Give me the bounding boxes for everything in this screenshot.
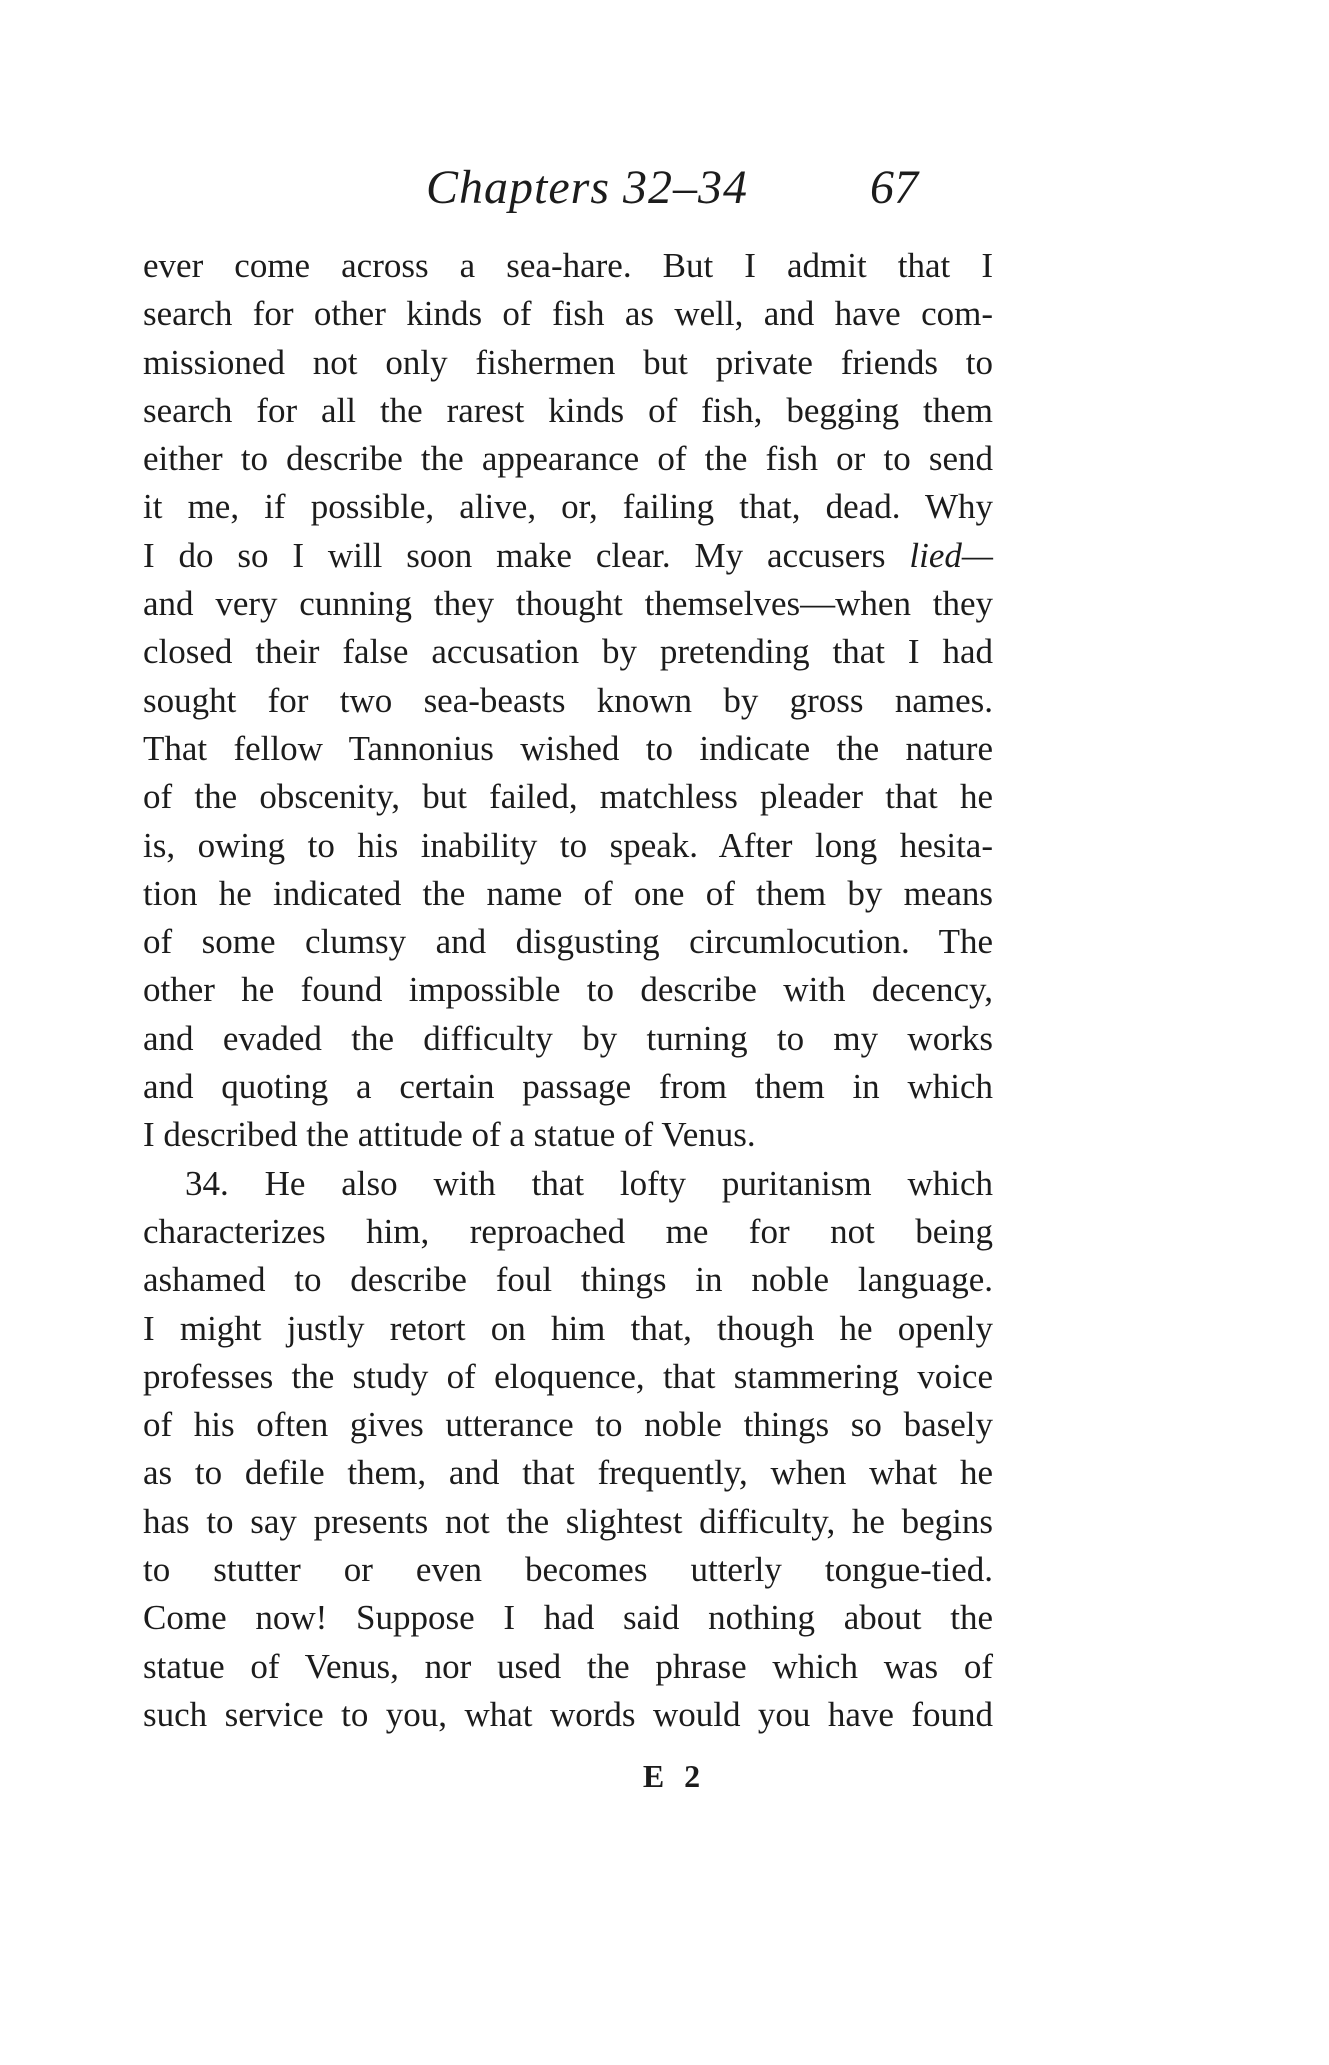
section-start-line: 34. He also with that lofty puritanism which [185, 1163, 993, 1203]
text-line: Come now! Suppose I had said nothing about the [143, 1598, 993, 1638]
text-line: and evaded the difficulty by turning to my works [143, 1018, 993, 1058]
text-line: closed their false accusation by pretending that I had [143, 632, 993, 672]
text-line: missioned not only fishermen but private friends to [143, 342, 993, 382]
text-line: search for other kinds of fish as well, and have com- [143, 294, 993, 334]
signature-mark: E 2 [642, 1758, 707, 1794]
text-line: ashamed to describe foul things in noble language. [143, 1260, 993, 1300]
text-line: of his often gives utterance to noble things so basely [143, 1405, 993, 1445]
running-title: Chapters 32–34 [426, 161, 749, 214]
text-line: sought for two sea-beasts known by gross names. [143, 680, 993, 720]
text-line: is, owing to his inability to speak. After long hesita- [143, 825, 993, 865]
text-line: professes the study of eloquence, that stammering voice [143, 1356, 993, 1396]
text-line: ever come across a sea-hare. But I admit that I [143, 246, 993, 285]
text-line: and quoting a certain passage from them in which [143, 1067, 993, 1107]
text-line: and very cunning they thought themselves—when they [143, 584, 993, 624]
text-line-main: I do so I will soon make clear. My accusers [143, 535, 886, 575]
text-line: such service to you, what words would you have found [143, 1694, 993, 1734]
text-line: of the obscenity, but failed, matchless pleader that he [143, 777, 993, 817]
text-line: as to defile them, and that frequently, when what he [143, 1453, 993, 1493]
text-line: other he found impossible to describe with decency, [143, 970, 993, 1010]
text-line: statue of Venus, nor used the phrase which was of [143, 1646, 993, 1686]
text-line: I might justly retort on him that, though he openly [143, 1308, 993, 1348]
text-line: search for all the rarest kinds of fish, begging them [143, 390, 993, 430]
page-number: 67 [870, 161, 918, 214]
text-line: to stutter or even becomes utterly tongue-tied. [143, 1550, 993, 1590]
text-line: characterizes him, reproached me for not being [143, 1211, 993, 1251]
body-text [143, 242, 993, 1739]
text-line: That fellow Tannonius wished to indicate the nature [143, 728, 993, 768]
text-line: either to describe the appearance of the fish or to send [143, 439, 993, 479]
text-line: it me, if possible, alive, or, failing that, dead. Why [143, 487, 993, 527]
running-head [0, 160, 1329, 230]
italic-word: lied— [909, 535, 993, 575]
text-line: tion he indicated the name of one of them by means [143, 873, 993, 913]
text-line [143, 532, 993, 580]
text-line: has to say presents not the slightest difficulty, he begins [143, 1501, 993, 1541]
text-line: of some clumsy and disgusting circumlocution. The [143, 922, 993, 962]
paragraph-end-line: I described the attitude of a statue of Venus. [143, 1115, 756, 1155]
